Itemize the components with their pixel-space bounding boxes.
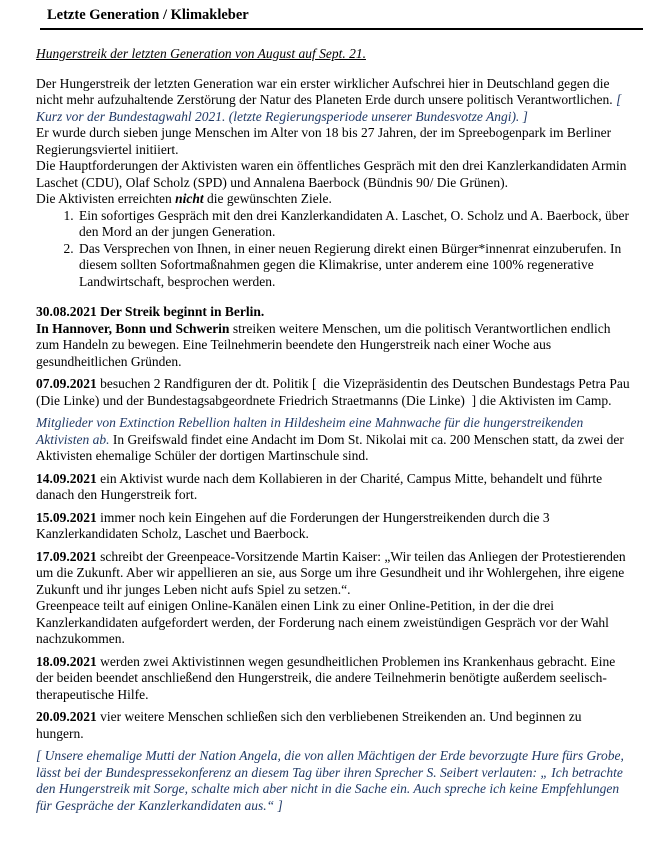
text-segment: die gewünschten Ziele.	[203, 191, 332, 206]
list-item	[77, 208, 631, 241]
text-segment: In Hannover, Bonn und Schwerin	[36, 320, 230, 336]
text-segment: 07.09.2021	[36, 376, 97, 391]
entry-2021-08-30	[36, 304, 631, 370]
goals-paragraph	[36, 191, 631, 208]
text-segment: 18.09.2021	[36, 653, 97, 669]
text-segment: Greenpeace teilt auf einigen Online-Kanälen einen Link zu einer Online-Petition, in der die drei Kanzlerkandidaten aufgefordert werden, der Forderung nach einem zweistündigen Gespräch vor der Wahl nachzukommen.	[36, 598, 613, 646]
demands-paragraph	[36, 158, 631, 191]
text-segment: Er wurde durch sieben junge Menschen im Alter von 18 bis 27 Jahren, der im Spreebogenpark im Berliner Regierungsviertel initiiert.	[36, 125, 615, 157]
text-segment: immer noch kein Eingehen auf die Forderungen der Hungerstreikenden durch die 3 Kanzlerkandidaten Scholz, Laschet und Baerbock.	[36, 509, 553, 541]
document-subtitle: Hungerstreik der letzten Generation von August auf Sept. 21.	[36, 46, 366, 61]
entry-2021-09-20	[36, 709, 631, 742]
goals-list	[36, 208, 631, 291]
entry-2021-09-15	[36, 510, 631, 543]
initiators-paragraph	[36, 125, 631, 158]
text-segment: besuchen 2 Randfiguren der dt. Politik [ die Vizepräsidentin des Deutschen Bundestags Petra Pau (Die Linke) und der Bundestagsabgeordnete Friedrich Straetmanns (Die Linke) ] die Aktivisten im Camp.	[36, 376, 633, 408]
text-segment: Ein sofortiges Gespräch mit den drei Kanzlerkandidaten A. Laschet, O. Scholz und A. Baerbock, über den Mord an der jungen Generation.	[79, 207, 629, 239]
closing-note-paragraph	[36, 748, 631, 814]
text-segment: Das Versprechen von Ihnen, in einer neuen Regierung direkt einen Bürger*innenrat einzuberufen. In diesem sollten Sofortmaßnahmen gegen die Klimakrise, unter anderem eine 100% regenerative Landwirtschaft, besprochen werden.	[79, 240, 622, 289]
text-segment: schreibt der Greenpeace-Vorsitzende Martin Kaiser: „Wir teilen das Anliegen der Protestierenden um die Zukunft. Aber wir appellieren an sie, aus Sorge um ihre Gesundheit und ihr Wohlergehen, ihre eigene Zukunft und ihr junges Leben nicht aufs Spiel zu setzen.“.	[36, 548, 629, 597]
text-segment: Die Hauptforderungen der Aktivisten waren ein öffentliches Gespräch mit den drei Kanzlerkandidaten Armin Laschet (CDU), Olaf Scholz (SPD) und Annalena Baerbock (Bündnis 90/ Die Grünen).	[36, 158, 630, 190]
entry-2021-09-14	[36, 471, 631, 504]
text-segment: [ Unsere ehemalige Mutti der Nation Angela, die von allen Mächtigen der Erde bevorzugte Hure fürs Grobe, lässt bei der Bundespressekonferenz an diesem Tag über ihren Sprecher S. Seibert verlauten: „ Ich betrachte den Hungerstreik mit Sorge, schalte mich aber nicht in die Sache ein. Auch spreche ich keine Empfehlungen für Gespräche der Kanzlerkandidaten aus.“ ]	[36, 748, 628, 813]
document-body	[36, 76, 631, 815]
text-segment: 17.09.2021	[36, 548, 97, 564]
text-segment: 30.08.2021 Der Streik beginnt in Berlin.	[36, 304, 265, 319]
text-segment: Die Aktivisten erreichten	[36, 191, 176, 206]
text-segment: streiken weitere Menschen, um die politisch Verantwortlichen endlich zum Handeln zu bewegen. Eine Teilnehmerin beendete den Hungerstreik nach einer Woche aus gesundheitlichen Gründen.	[36, 320, 614, 369]
text-segment: In Greifswald findet eine Andacht im Dom St. Nikolai mit ca. 200 Menschen statt, da zwei der Aktivisten ehemalige Schüler der dortigen Martinschule sind.	[36, 431, 627, 463]
intro-paragraph	[36, 76, 631, 126]
mahnwache-paragraph	[36, 415, 631, 465]
text-segment: 15.09.2021	[36, 509, 97, 525]
text-segment: nicht	[175, 191, 204, 206]
text-segment: Mitglieder von Extinction Rebellion halten in Hildesheim eine Mahnwache für die hungerstreikenden Aktivisten ab.	[36, 415, 587, 447]
entry-2021-09-17	[36, 549, 631, 648]
text-segment: 14.09.2021	[36, 470, 97, 486]
entry-2021-09-18	[36, 654, 631, 704]
text-segment: 20.09.2021	[36, 709, 97, 724]
text-segment: werden zwei Aktivistinnen wegen gesundheitlichen Problemen ins Krankenhaus gebracht. Eine der beiden beendet anschließend den Hungerstreik, die andere Teilnehmerin benötigte außerdem seelisch-therapeutische Hilfe.	[36, 653, 619, 702]
entry-2021-09-07	[36, 376, 631, 409]
list-item	[77, 241, 631, 291]
text-segment: ein Aktivist wurde nach dem Kollabieren in der Charité, Campus Mitte, behandelt und führte danach den Hungerstreik fort.	[36, 470, 606, 502]
text-segment: Der Hungerstreik der letzten Generation war ein erster wirklicher Aufschrei hier in Deutschland gegen die nicht mehr aufzuhaltende Zerstörung der Natur des Planeten Erde durch unsere politisch Verantwortlichen.	[36, 75, 617, 107]
document-title: Letzte Generation / Klimakleber	[40, 7, 643, 30]
text-segment: vier weitere Menschen schließen sich den verbliebenen Streikenden an. Und beginnen zu hungern.	[36, 709, 585, 741]
text-segment: [ Kurz vor der Bundestagwahl 2021. (letzte Regierungsperiode unserer Bundesvotze Angi). ]	[36, 92, 625, 124]
